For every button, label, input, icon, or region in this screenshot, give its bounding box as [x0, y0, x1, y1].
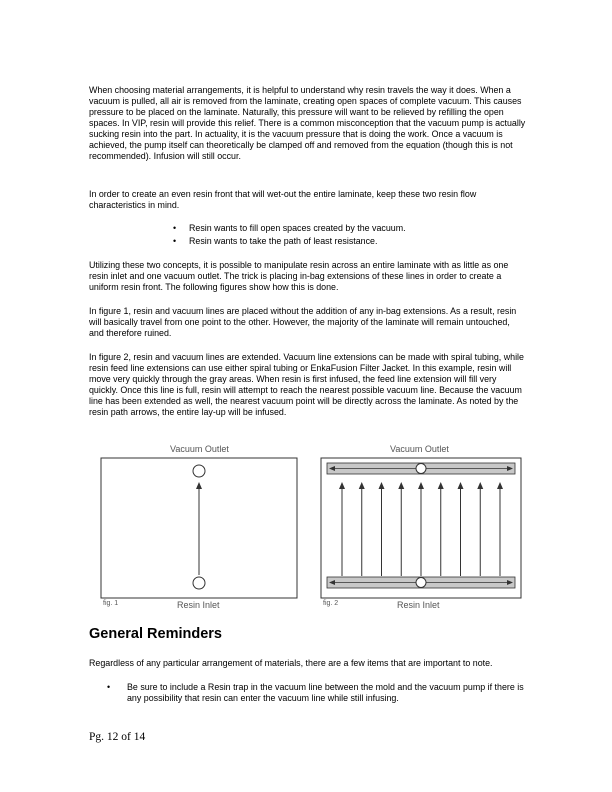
paragraph-utilizing-concepts: Utilizing these two concepts, it is possible to manipulate resin across an entire laminate with as little as one resin inlet and one vacuum outlet. The trick is placing in-bag extensions of these lines in order to create a uniform resin front. The following figures show how this is done. — [89, 260, 509, 292]
fig1-number: fig. 1 — [103, 600, 119, 607]
figure-1-diagram — [100, 444, 300, 614]
flow-characteristics-list — [173, 222, 533, 248]
paragraph-figure-2: In figure 2, resin and vacuum lines are extended. Vacuum line extensions can be made with spiral tubing, while resin feed line extensions can use either spiral tubing or EnkaFusion Filter Jacket. In this example, resin will move very quickly through the gray areas. When resin is first infused, the feed line extension will fill very quickly. Once this line is full, resin will attempt to reach the nearest possible vacuum line. Because the vacuum line has been extended as well, the nearest vacuum point will be directly across the laminate. As noted by the resin path arrows, the entire lay-up will be infused. — [89, 352, 524, 417]
section-heading: General Reminders — [89, 626, 222, 642]
list-item: • Be sure to include a Resin trap in the vacuum line between the mold and the vacuum pump if there is any possibility that resin can enter the vacuum line while still infusing. — [107, 682, 532, 704]
reminders-list — [107, 682, 532, 704]
fig2-resin-inlet-label: Resin Inlet — [397, 600, 440, 610]
fig2-vacuum-outlet-label: Vacuum Outlet — [390, 444, 449, 454]
paragraph-figure-1: In figure 1, resin and vacuum lines are placed without the addition of any in-bag extensions. As a result, resin will basically travel from one point to the other. However, the majority of the laminate will remain untouched, and therefore ruined. — [89, 306, 517, 338]
page-number: Pg. 12 of 14 — [89, 731, 146, 743]
paragraph-reminders-intro: Regardless of any particular arrangement of materials, there are a few items that are important to note. — [89, 658, 493, 668]
resin-inlet-port — [193, 577, 205, 589]
vacuum-outlet-port — [416, 464, 426, 474]
fig1-vacuum-outlet-label: Vacuum Outlet — [170, 444, 229, 454]
paragraph-resin-travel: When choosing material arrangements, it is helpful to understand why resin travels the way it does. When a vacuum is pulled, all air is removed from the laminate, creating open spaces of complete vacuum. This causes pressure to be placed on the laminate. Naturally, this pressure will want to be relieved by refilling the open spaces. In VIP, resin will provide this relief. There is a common misconception that the vacuum pump is actually sucking resin into the part. In actuality, it is the vacuum pressure that is doing the work. Once a vacuum is achieved, the pump itself can theoretically be clamped off and removed from the equation (though this is not recommended). Infusion will still occur. — [89, 85, 526, 161]
paragraph-even-resin-front: In order to create an even resin front that will wet-out the entire laminate, keep these two resin flow characteristics in mind. — [89, 189, 477, 210]
fig1-resin-inlet-label: Resin Inlet — [177, 600, 220, 610]
list-item: • Resin wants to fill open spaces created by the vacuum. — [173, 222, 533, 235]
fig2-number: fig. 2 — [323, 600, 339, 607]
figure-2-diagram — [320, 444, 525, 614]
figure-2 — [320, 444, 525, 614]
list-item: • Resin wants to take the path of least resistance. — [173, 235, 533, 248]
vacuum-outlet-port — [193, 465, 205, 477]
resin-inlet-port — [416, 578, 426, 588]
figure-1 — [100, 444, 300, 614]
